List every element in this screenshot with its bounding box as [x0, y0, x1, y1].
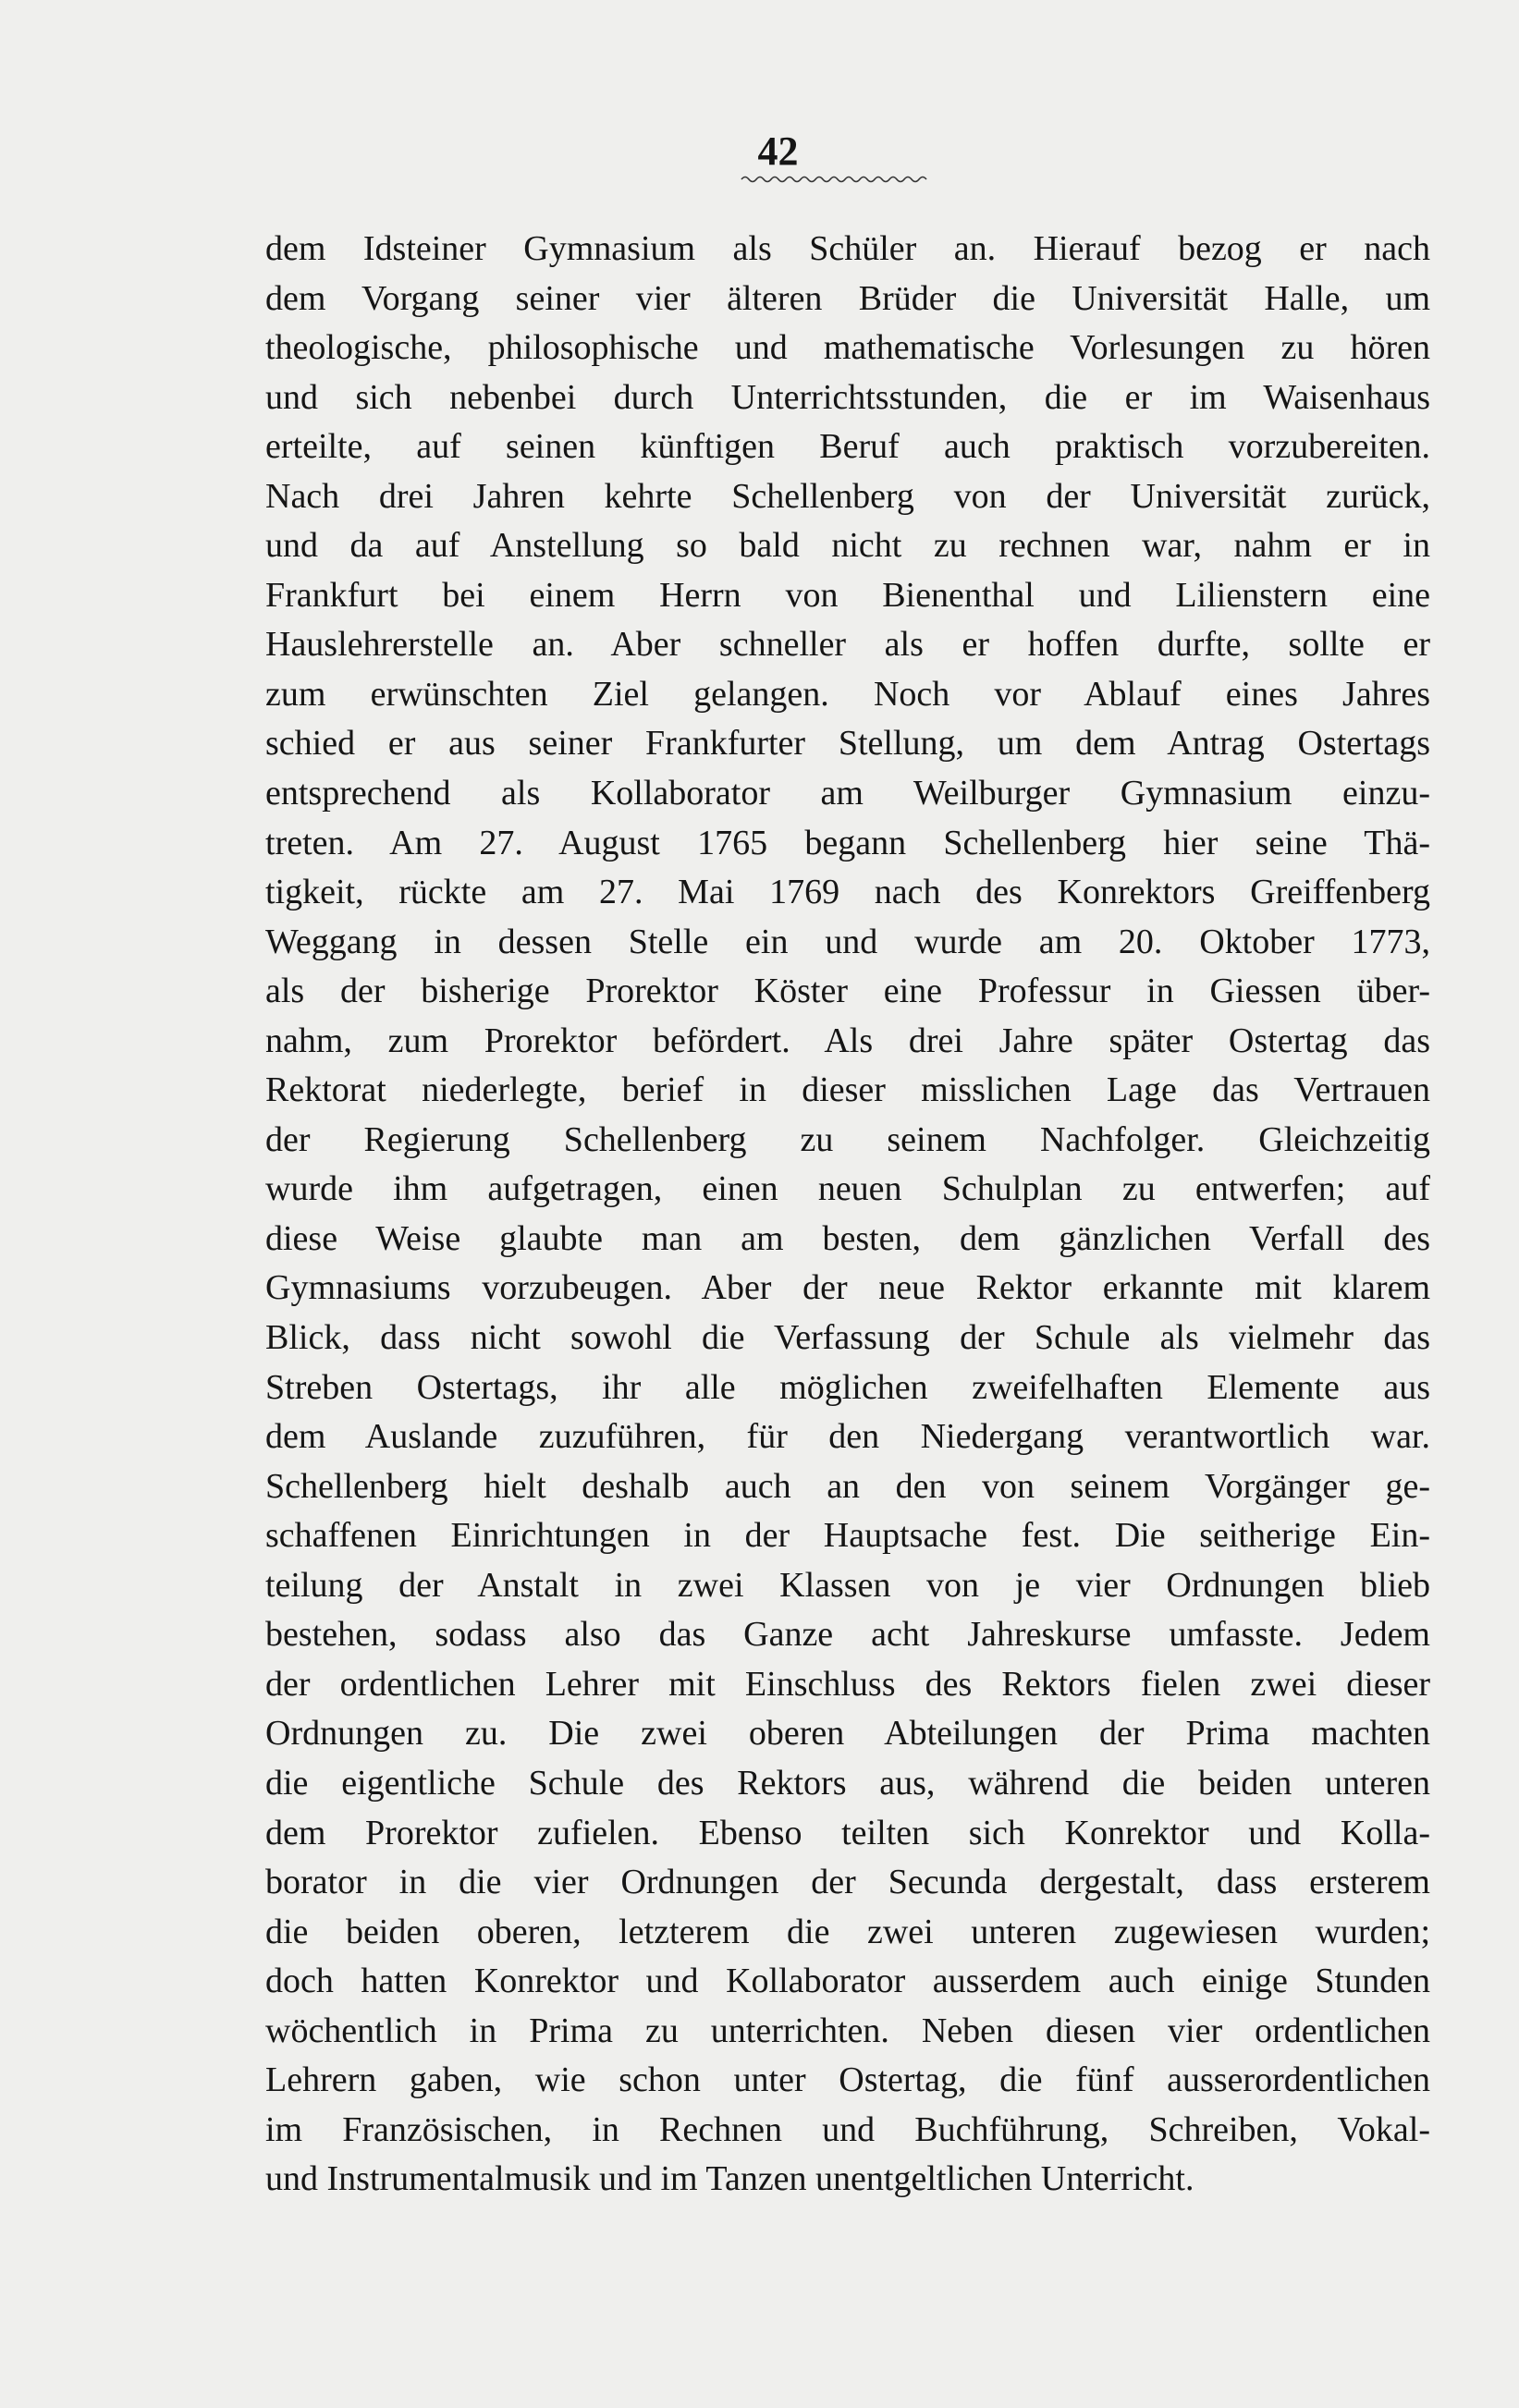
text-line: Gymnasiums vorzubeugen. Aber der neue Rektor erkannte mit klarem [265, 1268, 1430, 1308]
text-line: dem Vorgang seiner vier älteren Brüder die Universität Halle, um [265, 278, 1430, 318]
text-line: schaffenen Einrichtungen in der Hauptsache fest. Die seitherige Ein- [265, 1516, 1430, 1556]
text-line: theologische, philosophische und mathematische Vorlesungen zu hören [265, 328, 1430, 368]
text-line: erteilte, auf seinen künftigen Beruf auch praktisch vorzubereiten. [265, 427, 1430, 467]
text-line: dem Prorektor zufielen. Ebenso teilten sich Konrektor und Kolla- [265, 1813, 1430, 1852]
page-number: 42 [757, 128, 799, 174]
text-line: Lehrern gaben, wie schon unter Ostertag, die fünf ausserordentlichen [265, 2060, 1430, 2100]
text-line: Schellenberg hielt deshalb auch an den von seinem Vorgänger ge- [265, 1466, 1430, 1506]
text-line: wurde ihm aufgetragen, einen neuen Schulplan zu entwerfen; auf [265, 1169, 1430, 1209]
text-line: der ordentlichen Lehrer mit Einschluss des Rektors fielen zwei dieser [265, 1664, 1430, 1704]
text-line: Weggang in dessen Stelle ein und wurde am 20. Oktober 1773, [265, 922, 1430, 961]
text-line: diese Weise glaubte man am besten, dem gänzlichen Verfall des [265, 1218, 1430, 1258]
text-line: nahm, zum Prorektor befördert. Als drei Jahre später Ostertag das [265, 1021, 1430, 1060]
text-line: dem Idsteiner Gymnasium als Schüler an. Hierauf bezog er nach [265, 229, 1430, 268]
text-line: im Französischen, in Rechnen und Buchführung, Schreiben, Vokal- [265, 2109, 1430, 2149]
text-line: als der bisherige Prorektor Köster eine Professur in Giessen über- [265, 972, 1430, 1011]
text-line: und da auf Anstellung so bald nicht zu rechnen war, nahm er in [265, 526, 1430, 566]
wavy-rule-ornament [740, 174, 934, 187]
text-line: Ordnungen zu. Die zwei oberen Abteilungen der Prima machten [265, 1714, 1430, 1754]
text-line: zum erwünschten Ziel gelangen. Noch vor Ablauf eines Jahres [265, 674, 1430, 714]
text-line: tigkeit, rückte am 27. Mai 1769 nach des Konrektors Greiffenberg [265, 873, 1430, 912]
text-line: doch hatten Konrektor und Kollaborator ausserdem auch einige Stunden [265, 1962, 1430, 2001]
text-line: und Instrumentalmusik und im Tanzen unentgeltlichen Unterricht. [265, 2159, 1194, 2199]
text-line: die beiden oberen, letzterem die zwei unteren zugewiesen wurden; [265, 1912, 1430, 1951]
text-line: schied er aus seiner Frankfurter Stellung, um dem Antrag Ostertags [265, 724, 1430, 764]
text-line: Frankfurt bei einem Herrn von Bienenthal und Lilienstern eine [265, 575, 1430, 615]
text-line: Blick, dass nicht sowohl die Verfassung der Schule als vielmehr das [265, 1318, 1430, 1358]
text-line: Nach drei Jahren kehrte Schellenberg von der Universität zurück, [265, 476, 1430, 516]
text-line: Streben Ostertags, ihr alle möglichen zweifelhaften Elemente aus [265, 1367, 1430, 1407]
body-text [265, 225, 1430, 2205]
text-line: wöchentlich in Prima zu unterrichten. Neben diesen vier ordentlichen [265, 2011, 1430, 2050]
text-line: teilung der Anstalt in zwei Klassen von je vier Ordnungen blieb [265, 1565, 1430, 1605]
text-line: dem Auslande zuzuführen, für den Niedergang verantwortlich war. [265, 1417, 1430, 1457]
text-line: der Regierung Schellenberg zu seinem Nachfolger. Gleichzeitig [265, 1119, 1430, 1159]
text-line: borator in die vier Ordnungen der Secunda dergestalt, dass ersterem [265, 1863, 1430, 1902]
text-line: bestehen, sodass also das Ganze acht Jahreskurse umfasste. Jedem [265, 1615, 1430, 1655]
text-line: Rektorat niederlegte, berief in dieser misslichen Lage das Vertrauen [265, 1070, 1430, 1110]
text-line: und sich nebenbei durch Unterrichtsstunden, die er im Waisenhaus [265, 377, 1430, 417]
text-line: entsprechend als Kollaborator am Weilburger Gymnasium einzu- [265, 774, 1430, 813]
text-line: Hauslehrerstelle an. Aber schneller als er hoffen durfte, sollte er [265, 625, 1430, 665]
text-line: die eigentliche Schule des Rektors aus, während die beiden unteren [265, 1763, 1430, 1803]
text-line: treten. Am 27. August 1765 begann Schellenberg hier seine Thä- [265, 823, 1430, 862]
